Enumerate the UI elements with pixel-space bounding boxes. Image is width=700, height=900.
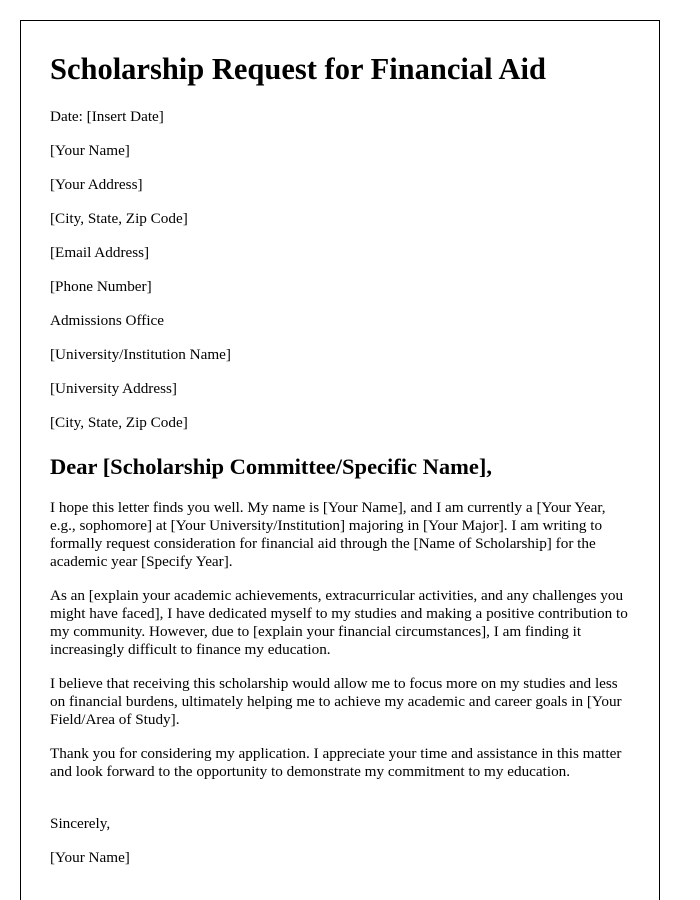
date-line: Date: [Insert Date] bbox=[50, 108, 164, 125]
signature: [Your Name] bbox=[50, 849, 130, 866]
sender-address: [Your Address] bbox=[50, 176, 143, 193]
closing: Sincerely, bbox=[50, 815, 111, 832]
salutation: Dear [Scholarship Committee/Specific Name], bbox=[50, 454, 492, 479]
recipient-office: Admissions Office bbox=[50, 312, 165, 329]
body-paragraph-thanks: Thank you for considering my application. I appreciate your time and assistance in this matter and look forward to the opportunity to demonstrate my commitment to my education. bbox=[50, 745, 622, 780]
letter-page bbox=[20, 20, 660, 900]
sender-city-state-zip: [City, State, Zip Code] bbox=[50, 210, 188, 227]
letter-title: Scholarship Request for Financial Aid bbox=[50, 52, 546, 86]
recipient-institution: [University/Institution Name] bbox=[50, 346, 231, 363]
sender-phone: [Phone Number] bbox=[50, 278, 152, 295]
recipient-address: [University Address] bbox=[50, 380, 177, 397]
sender-name: [Your Name] bbox=[50, 142, 130, 159]
sender-email: [Email Address] bbox=[50, 244, 150, 261]
body-paragraph-intro: I hope this letter finds you well. My name is [Your Name], and I am currently a [Your Year, e.g., sophomore] at [Your University/Institution] majoring in [Your Major]. I am writing to formally request consideration for financial aid through the [Name of Scholarship] for the academic year [Specify Year]. bbox=[50, 499, 606, 570]
body-paragraph-background: As an [explain your academic achievements, extracurricular activities, and any challenges you might have faced], I have dedicated myself to my studies and making a positive contribution to my community. However, due to [explain your financial circumstances], I am finding it increasingly difficult to finance my education. bbox=[50, 587, 628, 658]
recipient-city-state-zip: [City, State, Zip Code] bbox=[50, 414, 188, 431]
body-paragraph-impact: I believe that receiving this scholarship would allow me to focus more on my studies and less on financial burdens, ultimately helping me to achieve my academic and career goals in [Your Field/Area of Study]. bbox=[50, 675, 622, 728]
